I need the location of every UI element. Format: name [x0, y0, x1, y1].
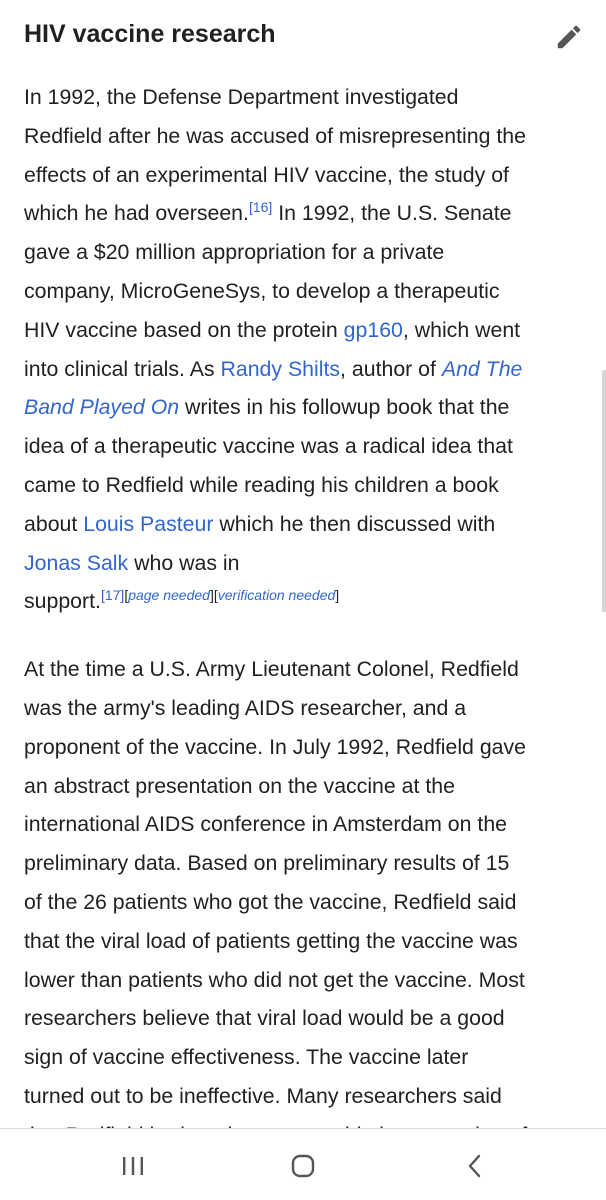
- text-line: [24, 388, 584, 427]
- text-segment: which he then discussed with: [213, 511, 496, 536]
- text-segment: who was in: [128, 550, 240, 575]
- text-line: company, MicroGeneSys, to develop a therapeutic: [24, 278, 500, 303]
- maintenance-tags: [124, 587, 339, 603]
- text-line: Redfield after he was accused of misrepresenting the: [24, 123, 526, 148]
- text-line: turned out to be ineffective. Many researchers said: [24, 1083, 502, 1108]
- section-content: [24, 78, 584, 1155]
- jonas-salk-link[interactable]: Jonas Salk: [24, 550, 129, 575]
- band-played-on-link[interactable]: Band Played On: [24, 395, 180, 420]
- bracket: ][: [209, 587, 218, 604]
- bracket: ]: [335, 587, 340, 604]
- text-line: researchers believe that viral load would be a good: [24, 1006, 505, 1031]
- text-line: sign of vaccine effectiveness. The vaccine later: [24, 1045, 469, 1070]
- text-line: came to Redfield while reading his children a book: [24, 472, 499, 497]
- text-line: [24, 194, 584, 233]
- text-line: In 1992, the Defense Department investigated: [24, 85, 459, 109]
- text-line: was the army's leading AIDS researcher, and a: [24, 695, 467, 720]
- scrollbar[interactable]: [602, 370, 606, 612]
- text-line: idea of a therapeutic vaccine was a radical idea that: [24, 434, 513, 459]
- text-line: proponent of the vaccine. In July 1992, Redfield gave: [24, 734, 526, 759]
- text-line: [24, 544, 584, 583]
- text-segment: In 1992, the U.S. Senate: [272, 201, 512, 226]
- text-segment: HIV vaccine based on the protein: [24, 317, 344, 342]
- text-line: [24, 505, 584, 544]
- home-icon[interactable]: [288, 1151, 318, 1181]
- text-segment: , author of: [340, 356, 442, 381]
- text-segment: which he had overseen.: [24, 201, 249, 226]
- text-line: [24, 350, 584, 389]
- text-line: gave a $20 million appropriation for a private: [24, 240, 445, 265]
- text-line: that the viral load of patients getting the vaccine was: [24, 928, 518, 953]
- text-line: preliminary data. Based on preliminary results of 15: [24, 851, 510, 876]
- text-line: At the time a U.S. Army Lieutenant Colonel, Redfield: [24, 657, 519, 682]
- text-line: lower than patients who did not get the vaccine. Most: [24, 967, 525, 992]
- back-icon[interactable]: [460, 1151, 490, 1181]
- text-segment: support.: [24, 589, 101, 614]
- page-needed-link[interactable]: page needed: [128, 587, 210, 604]
- bracket: [: [124, 587, 129, 604]
- pencil-edit-icon[interactable]: [554, 22, 584, 52]
- text-segment: writes in his followup book that the: [179, 395, 510, 420]
- section-header: [24, 14, 584, 58]
- text-segment: into clinical trials. As: [24, 356, 221, 381]
- section-title: HIV vaccine research: [24, 20, 276, 48]
- recents-icon[interactable]: [118, 1151, 148, 1181]
- text-line: international AIDS conference in Amsterdam on the: [24, 812, 508, 837]
- paragraph-2: [24, 650, 584, 1154]
- text-line: of the 26 patients who got the vaccine, Redfield said: [24, 889, 517, 914]
- citation-17-link[interactable]: [17]: [100, 587, 125, 604]
- text-line: an abstract presentation on the vaccine at the: [24, 773, 455, 798]
- citation-16-link[interactable]: [16]: [248, 199, 273, 216]
- text-segment: about: [24, 511, 84, 536]
- gp160-link[interactable]: gp160: [343, 317, 403, 342]
- band-played-on-link[interactable]: And The: [441, 356, 523, 381]
- text-line: [24, 311, 584, 350]
- randy-shilts-link[interactable]: Randy Shilts: [220, 356, 341, 381]
- system-navigation-bar: [0, 1128, 606, 1200]
- paragraph-1: [24, 78, 584, 621]
- text-line: effects of an experimental HIV vaccine, the study of: [24, 162, 509, 187]
- louis-pasteur-link[interactable]: Louis Pasteur: [83, 511, 214, 536]
- text-segment: , which went: [402, 317, 521, 342]
- text-line: [24, 582, 584, 621]
- verification-needed-link[interactable]: verification needed: [217, 587, 336, 604]
